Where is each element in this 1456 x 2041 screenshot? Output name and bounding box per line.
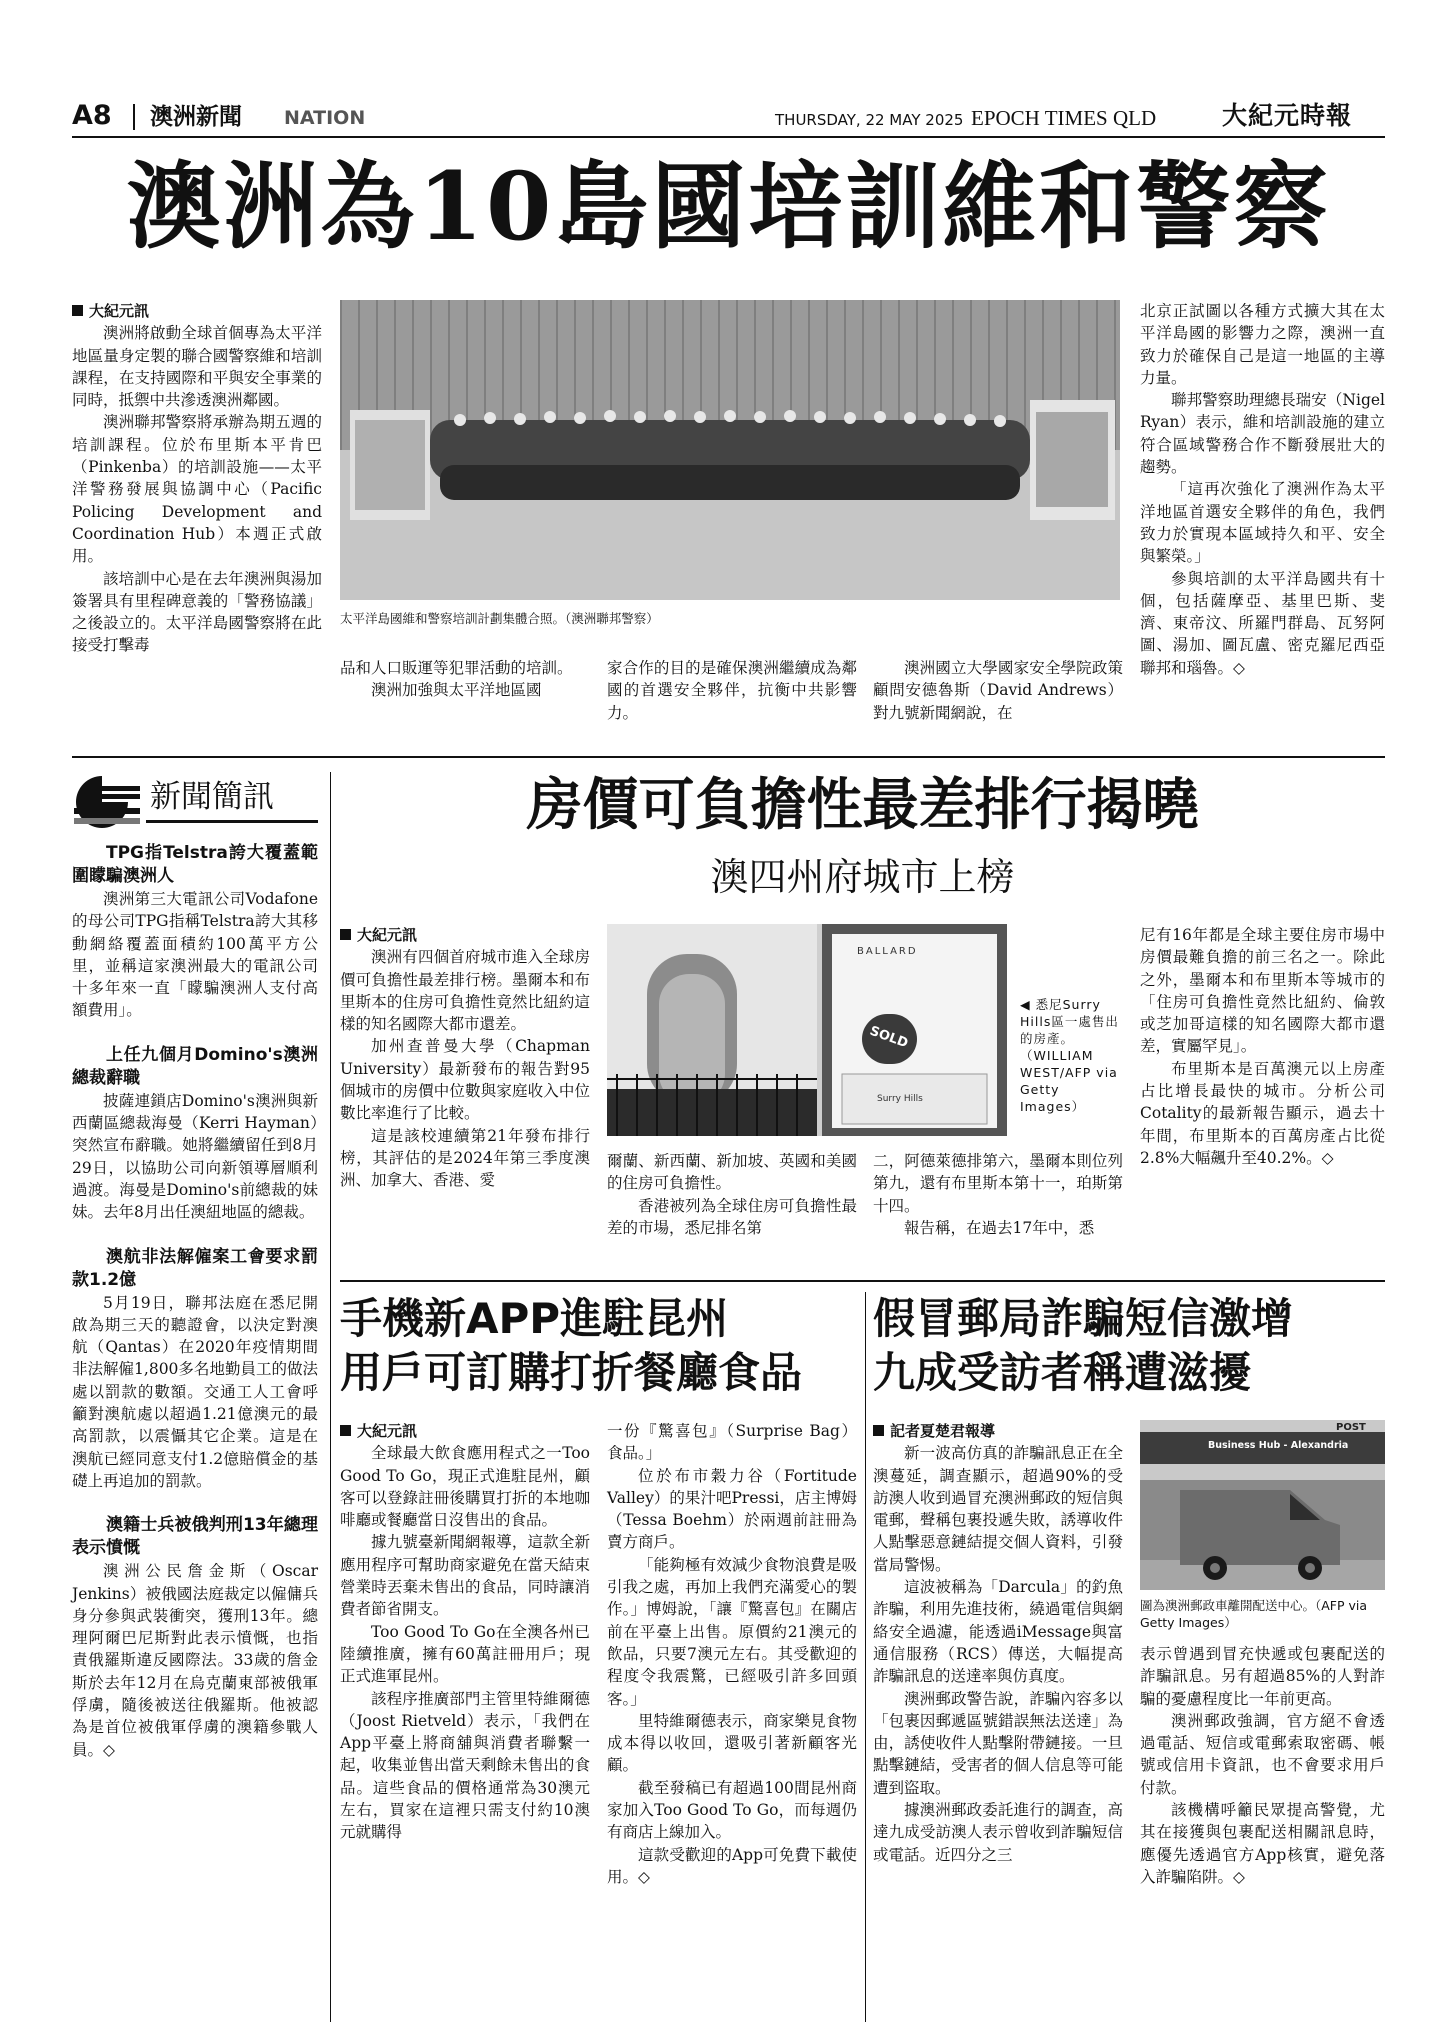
story4-col1: [873, 1420, 1123, 1866]
photo-sign-hub: Business Hub - Alexandria: [1208, 1440, 1349, 1451]
story2-col1-p2: 加州查普曼大學（Chapman University）最新發布的報告對95個城市的房價中位數與家庭收入中位數比率進行了比較。: [340, 1037, 590, 1123]
brief-text: 披薩連鎖店Domino's澳洲與新西蘭區總裁海曼（Kerri Hayman）突然宣布辭職。她將繼續留任到8月29日，以協助公司向新領導層順利過渡。海曼是Domino's前總裁的妹妹。去年8月出任澳紐地區的總裁。: [72, 1091, 318, 1222]
story4-col1-p4: 據澳洲郵政委託進行的調查，高達九成受訪澳人表示曾收到詐騙短信或電話。近四分之三: [873, 1801, 1123, 1864]
story3-col2-p6: 這款受歡迎的App可免費下載使用。◇: [607, 1845, 857, 1886]
story4-headline-line1: 假冒郵局詐騙短信激增: [873, 1294, 1294, 1343]
story4-col2-p1: 表示曾遇到冒充快遞或包裹配送的詐騙訊息。另有超過85%的人對詐騙的憂慮程度比一年前更高。: [1140, 1645, 1385, 1708]
briefs-title-underline: [146, 820, 318, 823]
paper-name: EPOCH TIMES QLD: [971, 106, 1157, 130]
story3-col2-p5: 截至發稿已有超過100間昆州商家加入Too Good To Go，而每週仍有商店上線加入。: [607, 1778, 857, 1842]
story2-headline: 房價可負擔性最差排行揭曉: [526, 773, 1199, 838]
story3-divider: [865, 1292, 866, 2022]
byline-square-icon: [72, 305, 83, 316]
story1-col2: [340, 657, 590, 702]
photo-sign-ballard: BALLARD: [857, 946, 918, 957]
story2-col1: [340, 924, 590, 1192]
story3-col2-p1: 一份『驚喜包』（Surprise Bag）食品。」: [607, 1422, 857, 1463]
photo-post-logo: POST: [1336, 1422, 1366, 1433]
story1-col3: [607, 657, 857, 724]
story2-col3-p2: 報告稱，在過去17年中，悉: [904, 1218, 1095, 1237]
section-name-en: NATION: [284, 107, 366, 129]
header-rule: [72, 136, 1385, 138]
paper-name-cn: 大紀元時報: [1222, 101, 1353, 130]
brief-item: [72, 1044, 318, 1224]
story1-col5: [1140, 300, 1385, 679]
briefs-logo-icon: [72, 772, 142, 828]
briefs-logo: [72, 772, 318, 830]
story2-col2-p1: 爾蘭、新西蘭、新加坡、英國和美國的住房可負擔性。: [607, 1152, 857, 1193]
story2-col4-p2: 布里斯本是百萬澳元以上房產占比增長最快的城市。分析公司Cotality的最新報告顯示，過去十年間，布里斯本的百萬房產占比從2.8%大幅飆升至40.2%。◇: [1140, 1059, 1385, 1167]
story1-col3-p1: 家合作的目的是確保澳洲繼續成為鄰國的首選安全夥伴，抗衡中共影響力。: [607, 659, 857, 722]
photo-sold-badge: SOLD: [867, 1023, 910, 1052]
story3-col2-p2: 位於布市穀力谷（Fortitude Valley）的果汁吧Pressi，店主博姆（Tessa Boehm）於兩週前註冊為賣方商戶。: [607, 1466, 857, 1552]
story3-col2-p3: 「能夠極有效減少食物浪費是吸引我之處，再加上我們充滿愛心的製作。」博姆說，「讓『驚喜包』在關店前在平臺上出售。原價約21澳元的飲品，只要7澳元左右。其受歡迎的程度令我震驚，已經吸引許多回頭客。」: [607, 1555, 857, 1708]
story2-photo: [607, 924, 1007, 1136]
story2-byline: 大紀元訊: [340, 924, 590, 946]
story3-headline-line2: 用戶可訂購打折餐廳食品: [340, 1348, 803, 1397]
story1-photo-caption: 太平洋島國維和警察培訓計劃集體合照。（澳洲聯邦警察）: [340, 611, 659, 626]
story2-col4: [1140, 924, 1385, 1169]
story3-col2-p4: 里特維爾德表示，商家樂見食物成本得以收回，還吸引著新顧客光顧。: [607, 1711, 857, 1775]
briefs-title: 新聞簡訊: [150, 779, 274, 815]
story3-col2: [607, 1420, 857, 1888]
page-number: A8: [72, 100, 112, 131]
story4-photo: [1140, 1420, 1385, 1590]
brief-headline: 澳籍士兵被俄判刑13年總理表示憤慨: [72, 1515, 318, 1559]
issue-date: THURSDAY, 22 MAY 2025: [775, 111, 964, 129]
story1-col5-p3: 「這再次強化了澳洲作為太平洋地區首選安全夥伴的角色，我們致力於實現本區域持久和平、安全與繁榮。」: [1140, 480, 1385, 566]
brief-item: [72, 1514, 318, 1761]
story4-col1-p1: 新一波高仿真的詐騙訊息正在全澳蔓延，調查顯示，超過90%的受訪澳人收到過冒充澳洲郵政的短信與電郵，聲稱包裹投遞失敗，誘導收件人點擊惡意鏈結提交個人資料，引發當局警惕。: [873, 1444, 1123, 1574]
photo-board-text: Surry Hills: [877, 1094, 923, 1104]
story2-col3-p1: 二，阿德萊德排第六，墨爾本則位列第九，還有布里斯本第十一，珀斯第十四。: [873, 1152, 1123, 1215]
story1-col5-p4: 參與培訓的太平洋島國共有十個，包括薩摩亞、基里巴斯、斐濟、東帝汶、所羅門群島、瓦努阿圖、湯加、圖瓦盧、密克羅尼西亞聯邦和瑙魯。◇: [1140, 569, 1385, 677]
story2-col3: [873, 1150, 1123, 1239]
section-name: 澳洲新聞: [150, 104, 242, 130]
briefs-list: [72, 842, 318, 1761]
story1-photo: [340, 300, 1120, 600]
story1-col5-p1: 北京正試圖以各種方式擴大其在太平洋島國的影響力之際，澳洲一直致力於確保自己是這一地區的主導力量。: [1140, 302, 1385, 387]
story4-col1-p3: 澳洲郵政警告說，詐騙內容多以「包裹因郵遞區號錯誤無法送達」為由，誘使收件人點擊附帶鏈接。一旦點擊鏈結，受害者的個人信息等可能遭到盜取。: [873, 1689, 1123, 1797]
story1-headline: 澳洲為10島國培訓維和警察: [126, 152, 1331, 262]
brief-headline: 上任九個月Domino's澳洲總裁辭職: [72, 1044, 318, 1088]
story1-byline: 大紀元訊: [72, 300, 322, 322]
story2-col2-p2: 香港被列為全球住房可負擔性最差的市場，悉尼排名第: [607, 1196, 857, 1237]
story4-col2-p3: 該機構呼籲民眾提高警覺，尤其在接獲與包裹配送相關訊息時，應優先透過官方App核實，避免落入詐騙陷阱。◇: [1140, 1801, 1385, 1886]
story4-headline-line2: 九成受訪者稱遭滋擾: [873, 1348, 1252, 1397]
story2-col1-p1: 澳洲有四個首府城市進入全球房價可負擔性最差排行榜。墨爾本和布里斯本的住房可負擔性竟然比紐約這樣的知名國際大都市還差。: [340, 948, 590, 1034]
header-divider: [133, 104, 135, 130]
story3-col1: [340, 1420, 590, 1844]
story1-col1: [72, 300, 322, 657]
story4-col1-p2: 這波被稱為「Darcula」的釣魚詐騙，利用先進技術，繞過電信與網絡安全過濾，能透過iMessage與富通信服務（RCS）傳送，大幅提高詐騙訊息的送達率與仿真度。: [873, 1578, 1123, 1686]
story3-col1-p1: 全球最大飲食應用程式之一Too Good To Go，現正式進駐昆州，顧客可以登錄註冊後購買打折的本地咖啡廳或餐廳當日沒售出的食品。: [340, 1444, 590, 1530]
byline-square-icon: [340, 929, 351, 940]
story2-col2: [607, 1150, 857, 1239]
story3-headline: [340, 1292, 860, 1400]
briefs-divider: [330, 772, 331, 2022]
byline-square-icon: [340, 1425, 351, 1436]
story1-col1-p3: 該培訓中心是在去年澳洲與湯加簽署具有里程碑意義的「警務協議」之後設立的。太平洋島國警察將在此接受打擊毒: [72, 569, 322, 655]
brief-text: 5月19日，聯邦法庭在悉尼開啟為期三天的聽證會，以決定對澳航（Qantas）在2020年疫情期間非法解僱1,800多名地勤員工的做法處以罰款的數額。交通工人工會呼籲對澳航處以超過1.21億澳元的最高罰款，以震懾其它企業。這是在澳航已經同意支付1.2億賠償金的基礎上再追加的罰款。: [72, 1293, 318, 1490]
story4-byline: 記者夏楚君報導: [873, 1420, 1123, 1442]
story2-col4-p1: 尼有16年都是全球主要住房市場中房價最難負擔的前三名之一。除此之外，墨爾本和布里斯本等城市的「住房可負擔性竟然比紐約、倫敦或芝加哥這樣的知名國際大都市還差，實屬罕見」。: [1140, 926, 1385, 1056]
story1-col4-p1: 澳洲國立大學國家安全學院政策顧問安德魯斯（David Andrews）對九號新聞網說，在: [873, 659, 1123, 722]
story3-col1-p3: Too Good To Go在全澳各州已陸續推廣，擁有60萬註冊用戶；現正式進軍昆州。: [340, 1622, 590, 1686]
story1-bottom-rule: [72, 756, 1385, 758]
brief-item: [72, 1246, 318, 1493]
house-photo-graphic: [607, 924, 1007, 1136]
story4-photo-caption: 圖為澳洲郵政車離開配送中心。（AFP via Getty Images）: [1140, 1598, 1368, 1630]
brief-text: 澳洲公民詹金斯（Oscar Jenkins）被俄國法庭裁定以僱傭兵身分參與武裝衝突，獲刑13年。總理阿爾巴尼斯對此表示憤慨，也指責俄羅斯違反國際法。33歲的詹金斯於去年12月在烏克蘭東部被俄軍俘虜，隨後被送往俄羅斯。他被認為是首位被俄軍俘虜的澳籍參戰人員。◇: [72, 1562, 318, 1759]
brief-text: 澳洲第三大電訊公司Vodafone的母公司TPG指稱Telstra誇大其移動網絡覆蓋面積約100萬平方公里，並稱這家澳洲最大的電訊公司十多年來一直「矇騙澳洲人支付高額費用」。: [72, 890, 318, 1020]
story3-byline: 大紀元訊: [340, 1420, 590, 1442]
story2-photo-caption: ◀ 悉尼Surry Hills區一處售出的房產。（WILLIAM WEST/AFP via Getty Images）: [1020, 997, 1119, 1114]
story1-col1-p1: 澳洲將啟動全球首個專為太平洋地區量身定製的聯合國警察維和培訓課程，在支持國際和平與安全事業的同時，抵禦中共滲透澳洲鄰國。: [72, 324, 322, 410]
group-photo-graphic: [340, 300, 1120, 600]
brief-headline: TPG指Telstra誇大覆蓋範圍矇騙澳洲人: [72, 843, 318, 886]
story3-col1-p2: 據九號臺新聞網報導，這款全新應用程序可幫助商家避免在當天結束營業時丟棄未售出的食品，同時讓消費者節省開支。: [340, 1533, 590, 1619]
story1-col4: [873, 657, 1123, 724]
story1-col5-p2: 聯邦警察助理總長瑞安（Nigel Ryan）表示，維和培訓設施的建立符合區域警務合作不斷發展壯大的趨勢。: [1140, 391, 1385, 477]
brief-item: [72, 842, 318, 1022]
story3-headline-line1: 手機新APP進駐昆州: [340, 1294, 729, 1343]
story1-col2-p2: 澳洲加強與太平洋地區國: [371, 681, 542, 700]
brief-headline: 澳航非法解僱案工會要求罰款1.2億: [72, 1246, 318, 1290]
byline-square-icon: [873, 1425, 884, 1436]
story2-col1-p3: 這是該校連續第21年發布排行榜，其評估的是2024年第三季度澳洲、加拿大、香港、愛: [340, 1126, 590, 1190]
story2-bottom-rule: [340, 1280, 1385, 1282]
story1-col1-p2: 澳洲聯邦警察將承辦為期五週的培訓課程。位於布里斯本平肯巴（Pinkenba）的培訓設施——太平洋警務發展與協調中心（Pacific Policing Development and Coordination Hub）本週正式啟用。: [72, 413, 322, 566]
story1-col2-p1: 品和人口販運等犯罪活動的培訓。: [340, 659, 573, 677]
story4-col2-p2: 澳洲郵政強調，官方絕不會透過電話、短信或電郵索取密碼、帳號或信用卡資訊，也不會要求用戶付款。: [1140, 1711, 1385, 1797]
story3-col1-p4: 該程序推廣部門主管里特維爾德（Joost Rietveld）表示，「我們在App平臺上將商舖與消費者聯繫一起，收集並售出當天剩餘未售出的食品。這些食品的價格通常為30澳元左右，買家在這裡只需支付約10澳元就購得: [340, 1689, 590, 1842]
story4-col2: [1140, 1643, 1385, 1888]
story4-headline: [873, 1292, 1385, 1400]
story2-subhead: 澳四州府城市上榜: [710, 855, 1015, 899]
